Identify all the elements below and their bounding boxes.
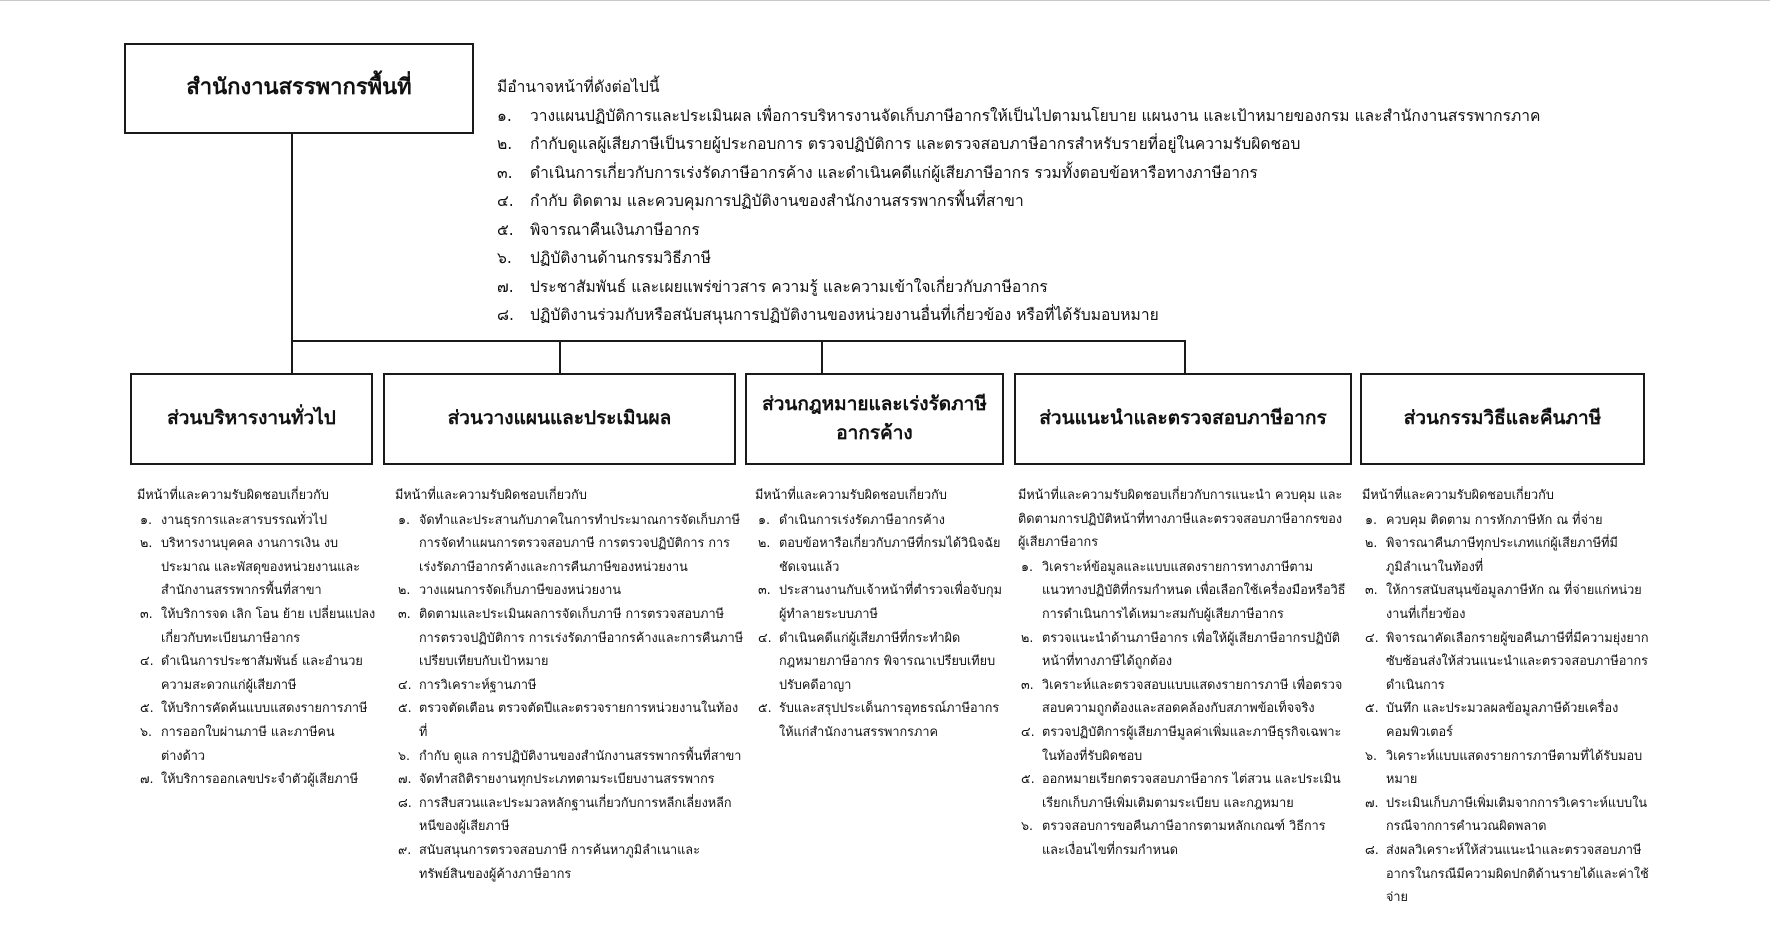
root-duty bbox=[497, 159, 1540, 188]
item-text: ให้บริการจด เลิก โอน ย้าย เปลี่ยนแปลงเกี่ยวกับทะเบียนภาษีอากร bbox=[161, 605, 376, 645]
branch-connector-1 bbox=[291, 341, 293, 373]
item-number: ๑. bbox=[758, 511, 771, 527]
item-text: การสืบสวนและประมวลหลักฐานเกี่ยวกับการหลีกเลี่ยงหลีกหนีของผู้เสียภาษี bbox=[419, 794, 732, 834]
item-text: จัดทำสถิติรายงานทุกประเภทตามระเบียบงานสรรพากร bbox=[419, 771, 715, 787]
item-text: สนับสนุนการตรวจสอบภาษี การค้นหาภูมิลำเนาและทรัพย์สินของผู้ค้างภาษีอากร bbox=[419, 841, 700, 881]
section-item bbox=[137, 720, 377, 767]
section-item bbox=[137, 696, 377, 720]
section-item bbox=[137, 602, 377, 649]
section-intro: มีหน้าที่และความรับผิดชอบเกี่ยวกับ bbox=[755, 487, 947, 502]
item-number: ๒. bbox=[1021, 629, 1034, 645]
item-number: ๕. bbox=[758, 700, 772, 716]
item-number: ๒. bbox=[398, 582, 411, 598]
root-duty bbox=[497, 216, 1540, 245]
item-number: ๑. bbox=[398, 511, 411, 527]
branch-connector-3 bbox=[821, 341, 823, 373]
item-text: กำกับ ดูแล การปฏิบัติงานของสำนักงานสรรพากรพื้นที่สาขา bbox=[419, 747, 742, 763]
duty-number: ๑. bbox=[497, 106, 512, 125]
item-text: ตรวจสอบการขอคืนภาษีอากรตามหลักเกณฑ์ วิธีการและเงื่อนไขที่กรมกำหนด bbox=[1042, 818, 1326, 857]
item-number: ๗. bbox=[398, 771, 412, 787]
branch-connector-2 bbox=[559, 341, 561, 373]
root-duties bbox=[497, 73, 1540, 330]
section-item bbox=[395, 838, 745, 885]
section-title: ส่วนกฎหมายและเร่งรัดภาษีอากรค้าง bbox=[762, 392, 987, 444]
section-box-processing bbox=[1360, 373, 1645, 465]
item-number: ๘. bbox=[398, 794, 412, 810]
item-number: ๗. bbox=[1365, 794, 1379, 810]
duty-text: พิจารณาคืนเงินภาษีอากร bbox=[530, 220, 700, 239]
item-text: วิเคราะห์และตรวจสอบแบบแสดงรายการภาษี เพื่อตรวจสอบความถูกต้องและสอดคล้องกับสภาพข้อเท็จจริง bbox=[1042, 676, 1343, 716]
section-box-general-admin bbox=[130, 373, 373, 465]
section-item bbox=[395, 602, 745, 673]
item-number: ๕. bbox=[398, 700, 412, 716]
section-item bbox=[1018, 673, 1348, 720]
section-duties-general-admin bbox=[137, 483, 377, 791]
item-text: ตอบข้อหารือเกี่ยวกับภาษีที่กรมได้วินิจฉัยชัดเจนแล้ว bbox=[779, 535, 1001, 574]
item-number: ๓. bbox=[1365, 582, 1378, 598]
item-text: การวิเคราะห์ฐานภาษี bbox=[419, 676, 537, 692]
item-number: ๓. bbox=[758, 582, 771, 598]
item-number: ๑. bbox=[1021, 558, 1034, 574]
section-item bbox=[395, 767, 745, 791]
duty-number: ๖. bbox=[497, 249, 512, 267]
item-text: ให้การสนับสนุนข้อมูลภาษีหัก ณ ที่จ่ายแก่หน่วยงานที่เกี่ยวข้อง bbox=[1386, 582, 1642, 621]
section-intro: มีหน้าที่และความรับผิดชอบเกี่ยวกับ bbox=[1362, 487, 1554, 502]
duty-number: ๒. bbox=[497, 135, 513, 153]
section-item bbox=[1362, 838, 1652, 909]
section-item bbox=[755, 508, 1005, 532]
item-text: ติดตามและประเมินผลการจัดเก็บภาษี การตรวจสอบภาษี การตรวจปฏิบัติการ การเร่งรัดภาษีอากรค้างและการคืนภาษีเปรียบเทียบกับเป้าหมาย bbox=[419, 605, 744, 669]
root-duty bbox=[497, 130, 1540, 159]
root-office-title: สำนักงานสรรพากรพื้นที่ bbox=[186, 75, 412, 101]
section-intro: มีหน้าที่และความรับผิดชอบเกี่ยวกับ bbox=[395, 487, 587, 502]
item-number: ๒. bbox=[1365, 535, 1378, 551]
item-number: ๑. bbox=[1365, 511, 1378, 527]
branch-bus-connector bbox=[291, 340, 1186, 342]
item-text: วิเคราะห์แบบแสดงรายการภาษีตามที่ได้รับมอบหมาย bbox=[1386, 747, 1643, 787]
duty-text: ปฏิบัติงานด้านกรรมวิธีภาษี bbox=[530, 249, 712, 267]
item-number: ๙. bbox=[398, 841, 412, 857]
root-duty bbox=[497, 301, 1540, 330]
section-item bbox=[1362, 531, 1652, 578]
section-box-planning bbox=[383, 373, 736, 465]
root-duty bbox=[497, 273, 1540, 302]
section-item bbox=[395, 791, 745, 838]
item-number: ๓. bbox=[398, 605, 411, 621]
item-text: ประสานงานกับเจ้าหน้าที่ตำรวจเพื่อจับกุมผู้ทำลายระบบภาษี bbox=[779, 582, 1002, 621]
item-text: ออกหมายเรียกตรวจสอบภาษีอากร ไต่สวน และประเมินเรียกเก็บภาษีเพิ่มเติมตามระเบียบ และกฎหมาย bbox=[1042, 771, 1341, 810]
item-number: ๑. bbox=[140, 511, 153, 527]
duty-number: ๗. bbox=[497, 277, 514, 296]
section-item bbox=[1362, 744, 1652, 791]
section-duties-audit bbox=[1018, 483, 1348, 862]
item-text: ประเมินเก็บภาษีเพิ่มเติมจากการวิเคราะห์แบบในกรณีจากการคำนวณผิดพลาด bbox=[1386, 794, 1648, 834]
duty-number: ๓. bbox=[497, 163, 513, 182]
section-box-legal bbox=[745, 373, 1004, 465]
item-number: ๘. bbox=[1365, 841, 1379, 857]
item-text: บันทึก และประมวลผลข้อมูลภาษีด้วยเครื่องคอมพิวเตอร์ bbox=[1386, 700, 1619, 739]
item-number: ๖. bbox=[1021, 818, 1034, 834]
duty-number: ๔. bbox=[497, 192, 514, 210]
section-item bbox=[755, 531, 1005, 578]
section-title: ส่วนวางแผนและประเมินผล bbox=[447, 407, 672, 430]
section-item bbox=[1018, 767, 1348, 814]
item-text: ดำเนินการเร่งรัดภาษีอากรค้าง bbox=[779, 511, 945, 527]
item-text: บริหารงานบุคคล งานการเงิน งบประมาณ และพัสดุของหน่วยงานและสำนักงานสรรพากรพื้นที่สาขา bbox=[161, 535, 360, 598]
section-item bbox=[1018, 814, 1348, 861]
branch-connector-4 bbox=[1184, 341, 1186, 373]
item-number: ๓. bbox=[1021, 676, 1034, 692]
item-number: ๔. bbox=[758, 629, 772, 645]
section-item bbox=[1362, 696, 1652, 743]
section-item bbox=[137, 767, 377, 791]
section-box-audit bbox=[1014, 373, 1352, 465]
item-number: ๕. bbox=[140, 700, 154, 716]
item-text: ตรวจปฏิบัติการผู้เสียภาษีมูลค่าเพิ่มและภาษีธุรกิจเฉพาะในท้องที่รับผิดชอบ bbox=[1042, 723, 1342, 763]
section-title: ส่วนบริหารงานทั่วไป bbox=[167, 407, 336, 430]
duty-text: ดำเนินการเกี่ยวกับการเร่งรัดภาษีอากรค้าง และดำเนินคดีแก่ผู้เสียภาษีอากร รวมทั้งตอบข้อหารือทางภาษีอากร bbox=[530, 163, 1258, 182]
section-item bbox=[1362, 508, 1652, 532]
section-item bbox=[395, 744, 745, 768]
item-number: ๗. bbox=[140, 771, 154, 787]
section-item bbox=[1018, 555, 1348, 626]
section-item bbox=[1362, 626, 1652, 697]
section-item bbox=[1018, 626, 1348, 673]
duty-text: กำกับดูแลผู้เสียภาษีเป็นรายผู้ประกอบการ ตรวจปฏิบัติการ และตรวจสอบภาษีอากรสำหรับรายที่อยู่ในความรับผิดชอบ bbox=[530, 135, 1301, 153]
section-item bbox=[755, 578, 1005, 625]
root-duty bbox=[497, 102, 1540, 131]
item-text: ให้บริการออกเลขประจำตัวผู้เสียภาษี bbox=[161, 771, 359, 787]
section-item bbox=[137, 531, 377, 602]
item-text: พิจารณาคืนภาษีทุกประเภทแก่ผู้เสียภาษีที่มีภูมิลำเนาในท้องที่ bbox=[1386, 535, 1618, 574]
item-number: ๕. bbox=[1021, 771, 1035, 787]
item-text: ตรวจแนะนำด้านภาษีอากร เพื่อให้ผู้เสียภาษีอากรปฏิบัติหน้าที่ทางภาษีได้ถูกต้อง bbox=[1042, 629, 1341, 669]
section-intro: มีหน้าที่และความรับผิดชอบเกี่ยวกับ bbox=[137, 487, 329, 502]
item-number: ๔. bbox=[398, 676, 412, 692]
item-text: ส่งผลวิเคราะห์ให้ส่วนแนะนำและตรวจสอบภาษีอากรในกรณีมีความผิดปกติด้านรายได้และค่าใช้จ่าย bbox=[1386, 841, 1649, 905]
section-item bbox=[395, 578, 745, 602]
item-number: ๖. bbox=[1365, 747, 1378, 763]
section-item bbox=[755, 626, 1005, 697]
item-text: วิเคราะห์ข้อมูลและแบบแสดงรายการทางภาษีตามแนวทางปฏิบัติที่กรมกำหนด เพื่อเลือกใช้เครื่องมือหรือวิธีการดำเนินการได้เหมาะสมกับผู้เสียภาษีอากร bbox=[1042, 558, 1346, 621]
item-text: รับและสรุปประเด็นการอุทธรณ์ภาษีอากรให้แก่สำนักงานสรรพากรภาค bbox=[779, 700, 1000, 739]
item-text: ตรวจตัดเตือน ตรวจตัดปีและตรวจรายการหน่วยงานในท้องที่ bbox=[419, 700, 739, 739]
root-duty bbox=[497, 187, 1540, 216]
root-duty bbox=[497, 244, 1540, 273]
section-item bbox=[137, 649, 377, 696]
item-number: ๔. bbox=[1365, 629, 1379, 645]
duty-text: วางแผนปฏิบัติการและประเมินผล เพื่อการบริหารงานจัดเก็บภาษีอากรให้เป็นไปตามนโยบาย แผนงาน และเป้าหมายของกรม และสำนักงานสรรพากรภาค bbox=[530, 106, 1541, 125]
section-item bbox=[395, 508, 745, 579]
item-text: จัดทำและประสานกับภาคในการทำประมาณการจัดเก็บภาษี การจัดทำแผนการตรวจสอบภาษี การตรวจปฏิบัติการ การเร่งรัดภาษีอากรค้างและการคืนภาษีของหน่วยงาน bbox=[419, 511, 740, 574]
root-office-box bbox=[124, 43, 474, 134]
section-item bbox=[1018, 720, 1348, 767]
duty-text: ประชาสัมพันธ์ และเผยแพร่ข่าวสาร ความรู้ และความเข้าใจเกี่ยวกับภาษีอากร bbox=[530, 277, 1048, 296]
section-item bbox=[137, 508, 377, 532]
item-text: พิจารณาคัดเลือกรายผู้ขอคืนภาษีที่มีความยุ่งยากซับซ้อนส่งให้ส่วนแนะนำและตรวจสอบภาษีอากรดำเนินการ bbox=[1386, 629, 1649, 692]
duty-number: ๕. bbox=[497, 220, 514, 239]
item-number: ๓. bbox=[140, 605, 153, 621]
item-text: วางแผนการจัดเก็บภาษีของหน่วยงาน bbox=[419, 582, 622, 598]
section-duties-legal bbox=[755, 483, 1005, 744]
item-number: ๒. bbox=[140, 535, 153, 551]
root-duties-intro: มีอำนาจหน้าที่ดังต่อไปนี้ bbox=[497, 78, 660, 96]
duty-text: กำกับ ติดตาม และควบคุมการปฏิบัติงานของสำนักงานสรรพากรพื้นที่สาขา bbox=[530, 192, 1024, 210]
section-item bbox=[395, 673, 745, 697]
item-number: ๔. bbox=[1021, 723, 1035, 739]
trunk-connector bbox=[291, 134, 293, 342]
duty-text: ปฏิบัติงานร่วมกับหรือสนับสนุนการปฏิบัติงานของหน่วยงานอื่นที่เกี่ยวข้อง หรือที่ได้รับมอบหมาย bbox=[530, 306, 1159, 324]
section-item bbox=[1362, 578, 1652, 625]
item-text: ให้บริการคัดค้นแบบแสดงรายการภาษี bbox=[161, 700, 368, 716]
item-number: ๖. bbox=[398, 747, 411, 763]
section-duties-processing bbox=[1362, 483, 1652, 909]
item-number: ๒. bbox=[758, 535, 771, 551]
section-intro: มีหน้าที่และความรับผิดชอบเกี่ยวกับการแนะนำ ควบคุม และติดตามการปฏิบัติหน้าที่ทางภาษีและตรวจสอบภาษีอากรของผู้เสียภาษีอากร bbox=[1018, 487, 1343, 550]
section-title: ส่วนแนะนำและตรวจสอบภาษีอากร bbox=[1039, 407, 1327, 430]
duty-number: ๘. bbox=[497, 306, 514, 324]
section-duties-planning bbox=[395, 483, 745, 885]
item-text: ควบคุม ติดตาม การหักภาษีหัก ณ ที่จ่าย bbox=[1386, 511, 1603, 527]
section-item bbox=[755, 696, 1005, 743]
item-number: ๕. bbox=[1365, 700, 1379, 716]
item-number: ๔. bbox=[140, 653, 154, 669]
item-number: ๖. bbox=[140, 723, 153, 739]
item-text: การออกใบผ่านภาษี และภาษีคนต่างด้าว bbox=[161, 723, 335, 763]
section-item bbox=[1362, 791, 1652, 838]
section-item bbox=[395, 696, 745, 743]
item-text: ดำเนินคดีแก่ผู้เสียภาษีที่กระทำผิดกฎหมายภาษีอากร พิจารณาเปรียบเทียบปรับคดีอาญา bbox=[779, 629, 996, 692]
section-title: ส่วนกรรมวิธีและคืนภาษี bbox=[1403, 407, 1602, 430]
item-text: ดำเนินการประชาสัมพันธ์ และอำนวยความสะดวกแก่ผู้เสียภาษี bbox=[161, 653, 363, 692]
item-text: งานธุรการและสารบรรณทั่วไป bbox=[161, 511, 327, 527]
top-divider bbox=[0, 0, 1770, 1]
